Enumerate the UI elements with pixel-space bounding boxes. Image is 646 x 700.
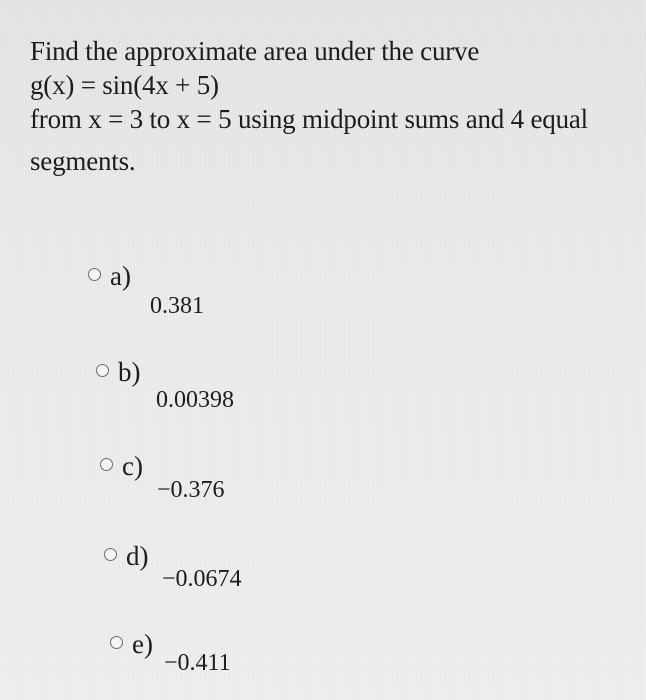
option-a-value: 0.381 bbox=[150, 293, 204, 319]
option-e-letter: e) bbox=[132, 629, 153, 659]
option-e-value: −0.411 bbox=[164, 650, 231, 676]
option-d[interactable] bbox=[104, 542, 404, 602]
option-d-value: −0.0674 bbox=[162, 566, 242, 592]
option-c[interactable] bbox=[100, 452, 400, 512]
option-b-value: 0.00398 bbox=[156, 387, 234, 413]
option-d-letter: d) bbox=[126, 541, 149, 571]
question-line-4: segments. bbox=[30, 146, 136, 176]
option-b-radio[interactable] bbox=[96, 364, 109, 377]
option-e[interactable] bbox=[110, 630, 410, 690]
option-b-letter: b) bbox=[118, 357, 141, 387]
question-line-3: from x = 3 to x = 5 using midpoint sums and 4 equal bbox=[30, 104, 588, 134]
option-a-radio[interactable] bbox=[88, 268, 101, 281]
option-e-radio[interactable] bbox=[110, 636, 123, 649]
question-formula: g(x) = sin(4x + 5) bbox=[30, 70, 219, 100]
question-line-1: Find the approximate area under the curve bbox=[30, 36, 480, 66]
option-c-value: −0.376 bbox=[157, 477, 225, 503]
option-d-radio[interactable] bbox=[104, 548, 117, 561]
question-text bbox=[30, 34, 630, 178]
option-a[interactable] bbox=[88, 262, 388, 322]
option-c-letter: c) bbox=[122, 451, 143, 481]
option-c-radio[interactable] bbox=[100, 458, 113, 471]
option-b[interactable] bbox=[96, 358, 396, 418]
option-a-letter: a) bbox=[110, 261, 131, 291]
